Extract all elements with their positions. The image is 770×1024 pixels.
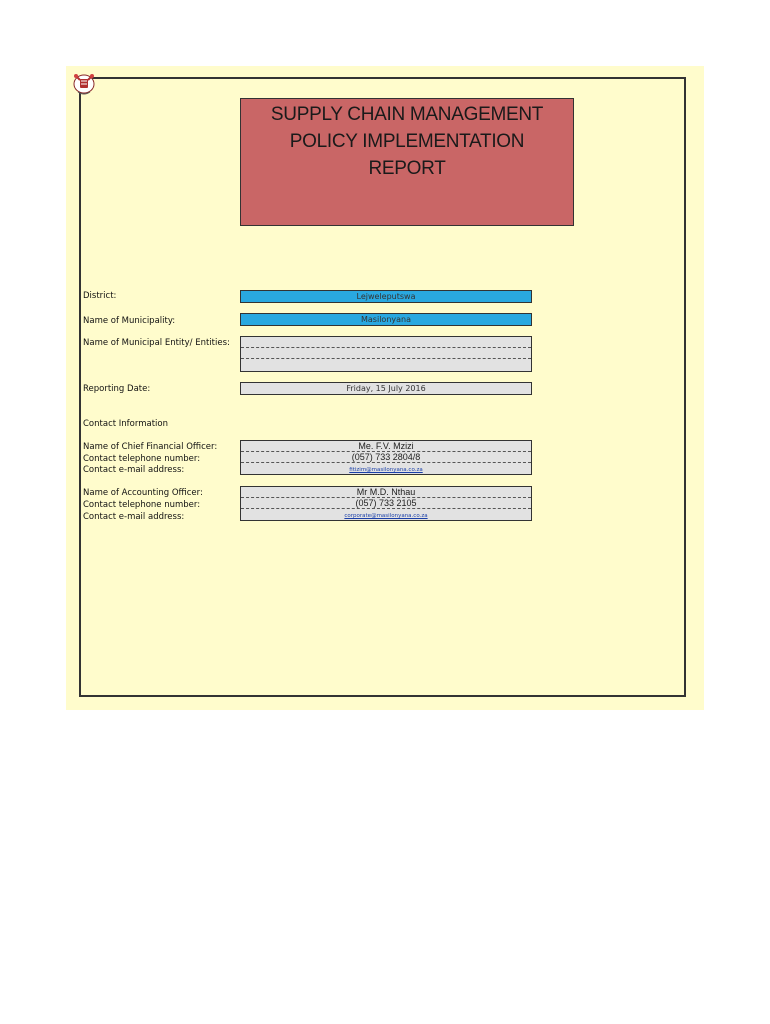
entity-field[interactable] [241, 337, 531, 348]
municipality-label: Name of Municipality: [83, 316, 176, 326]
ao-name-field[interactable]: Mr M.D. Nthau [241, 487, 531, 498]
cfo-email-link[interactable]: fitizim@masilonyana.co.za [349, 467, 423, 473]
title-line-3: REPORT [368, 158, 446, 179]
cfo-name-field[interactable]: Me. F.V. Mzizi [241, 441, 531, 452]
reporting-date-label: Reporting Date: [83, 384, 151, 394]
ao-contact-group [240, 486, 532, 521]
title-line-1: SUPPLY CHAIN MANAGEMENT [270, 104, 544, 125]
title-line-2: POLICY IMPLEMENTATION [289, 131, 525, 152]
contact-info-heading: Contact Information [83, 419, 168, 429]
ao-email-link[interactable]: corporate@masilonyana.co.za [344, 513, 428, 519]
report-title [240, 98, 574, 226]
coat-of-arms-icon [70, 70, 98, 96]
entity-field[interactable] [241, 348, 531, 359]
ao-email-label: Contact e-mail address: [83, 512, 185, 522]
ao-phone-label: Contact telephone number: [83, 500, 201, 510]
district-label: District: [83, 291, 117, 301]
cfo-phone-field[interactable]: (057) 733 2804/8 [241, 452, 531, 463]
cfo-email-label: Contact e-mail address: [83, 465, 185, 475]
cfo-contact-group [240, 440, 532, 475]
ao-name-label: Name of Accounting Officer: [83, 488, 203, 498]
cfo-name-label: Name of Chief Financial Officer: [83, 442, 218, 452]
cfo-phone-label: Contact telephone number: [83, 454, 201, 464]
entity-field[interactable] [241, 359, 531, 370]
ao-phone-field[interactable]: (057) 733 2105 [241, 498, 531, 509]
district-field[interactable]: Lejweleputswa [240, 290, 532, 303]
entity-label: Name of Municipal Entity/ Entities: [83, 338, 230, 348]
reporting-date-field[interactable]: Friday, 15 July 2016 [240, 382, 532, 395]
entity-field-group [240, 336, 532, 372]
municipality-field[interactable]: Masilonyana [240, 313, 532, 326]
